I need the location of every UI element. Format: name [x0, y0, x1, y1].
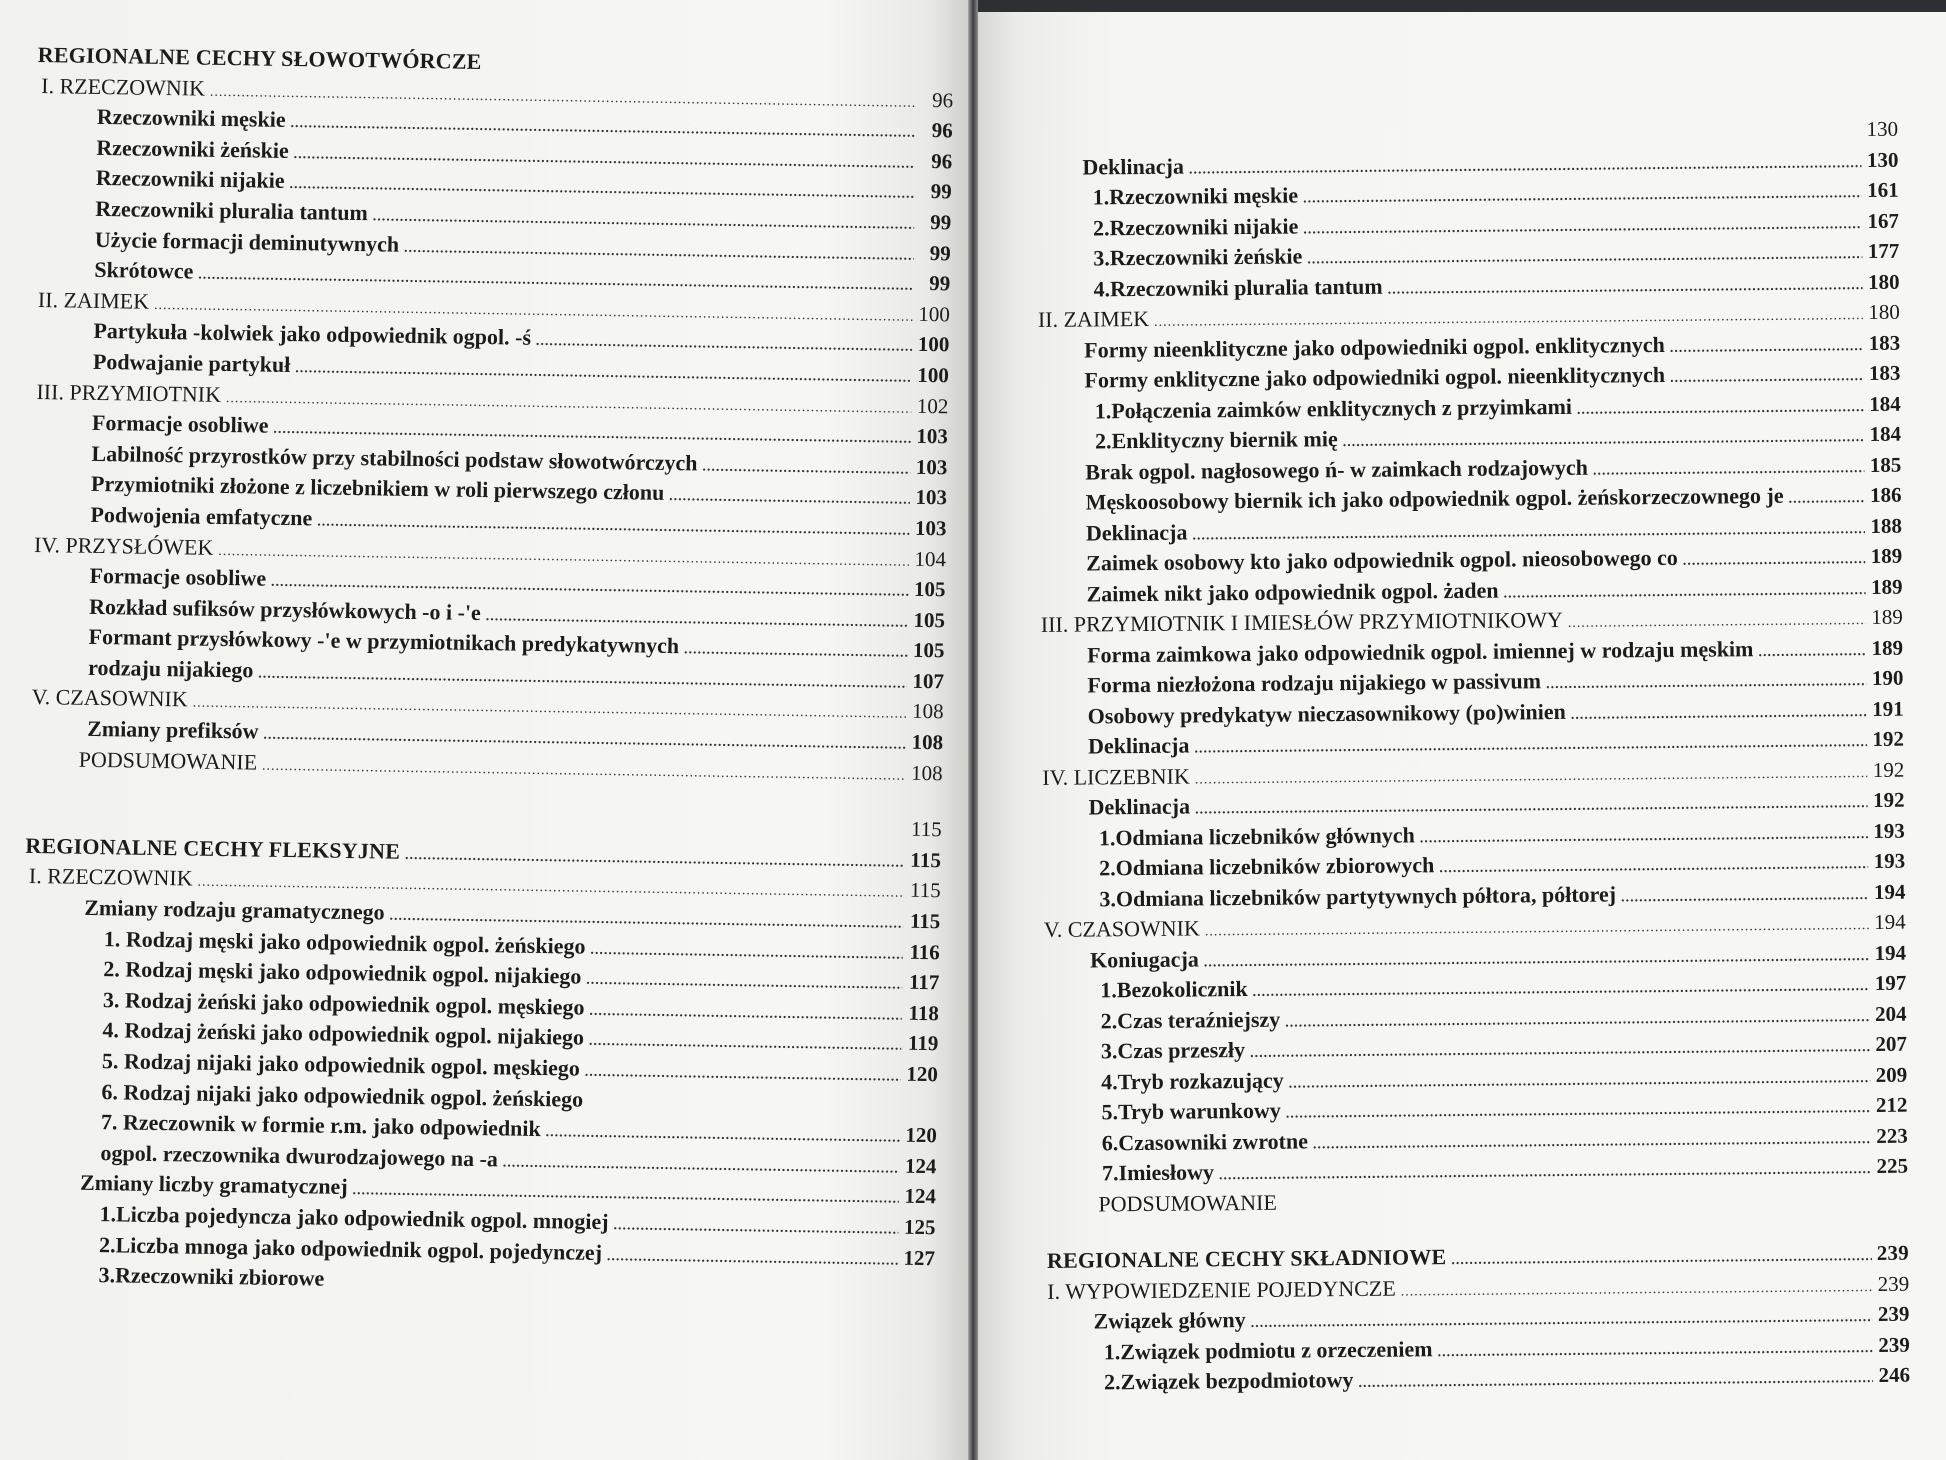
toc-page-number: 105: [913, 607, 946, 633]
dot-leader: [589, 1027, 902, 1062]
toc-entry-label: Deklinacja: [1082, 153, 1184, 180]
toc-entry-label: 3.Odmiana liczebników partytywnych półtora, półtorej: [1099, 880, 1617, 911]
toc-page-number: 102: [916, 393, 949, 418]
toc-page-number: 183: [1868, 330, 1901, 355]
toc-page-number: 183: [1868, 360, 1901, 386]
toc-page-number: 212: [1875, 1092, 1908, 1117]
toc-page-number: 99: [929, 240, 951, 265]
toc-entry-label: REGIONALNE CECHY SŁOWOTWÓRCZE: [37, 41, 482, 74]
dot-leader: [1420, 820, 1868, 855]
toc-entry-label: Zaimek osobowy kto jako odpowiednik ogpol. nieosobowego co: [1086, 544, 1678, 576]
dot-leader: [589, 997, 902, 1032]
toc-page-number: 108: [911, 729, 944, 755]
toc-entry-label: PODSUMOWANIE: [1098, 1189, 1277, 1216]
toc-entry-label: Podwajanie partykuł: [92, 348, 291, 377]
dot-leader: [702, 452, 910, 486]
toc-page-number: 189: [1871, 604, 1903, 630]
toc-page-number: 103: [915, 454, 948, 480]
toc-page-number: 125: [903, 1214, 936, 1240]
toc-page-number: 197: [1874, 970, 1907, 995]
toc-page-number: 108: [910, 760, 943, 785]
toc-entry-label: Forma zaimkowa jako odpowiednik ogpol. imiennej w rodzaju męskim: [1086, 635, 1754, 668]
toc-page-number: 96: [931, 87, 954, 112]
toc-page-number: 189: [1870, 543, 1903, 569]
table-of-contents-left: [18, 40, 954, 1304]
toc-page-number: 103: [915, 485, 948, 510]
toc-entry-label: REGIONALNE CECHY FLEKSYJNE: [25, 832, 401, 864]
toc-page-number: 185: [1869, 452, 1902, 477]
dot-leader: [684, 636, 908, 670]
dot-leader: [1788, 484, 1864, 515]
toc-entry-label: Deklinacja: [1088, 793, 1191, 820]
toc-page-number: 103: [916, 423, 949, 449]
toc-entry-label: 3.Czas przeszły: [1100, 1037, 1246, 1064]
toc-entry-label: 1.Połączenia zaimków enklitycznych z przyimkami: [1094, 393, 1573, 423]
toc-entry-label: I. WYPOWIEDZENIE POJEDYNCZE: [1047, 1275, 1396, 1304]
dot-leader: [1758, 637, 1866, 669]
toc-page-number: 184: [1869, 421, 1902, 447]
toc-page-number: 120: [905, 1122, 938, 1148]
toc-page-number: 127: [903, 1245, 936, 1270]
toc-page-number: 96: [931, 148, 953, 174]
toc-entry-label: Skrótowce: [94, 257, 194, 284]
toc-page-number: 124: [904, 1153, 937, 1179]
toc-entry-label: 7. Rzeczownik w formie r.m. jako odpowiednik: [100, 1109, 541, 1142]
dot-leader: [1670, 362, 1864, 394]
toc-entry-label: Zaimek nikt jako odpowiednik ogpol. żaden: [1086, 577, 1499, 607]
toc-page-number: 223: [1876, 1123, 1908, 1148]
toc-entry-label: III. PRZYMIOTNIK I IMIESŁÓW PRZYMIOTNIKOWY: [1040, 606, 1563, 637]
toc-page-number: 105: [912, 638, 945, 663]
toc-entry-label: 2.Czas teraźniejszy: [1100, 1006, 1281, 1033]
toc-page-number: 246: [1878, 1362, 1911, 1387]
toc-entry-label: REGIONALNE CECHY SKŁADNIOWE: [1046, 1244, 1447, 1273]
toc-entry-label: Partykuła -kolwiek jako odpowiednik ogpol. -ś: [93, 318, 532, 351]
toc-entry-label: IV. LICZEBNIK: [1042, 763, 1190, 790]
toc-page-number: 104: [914, 546, 947, 571]
toc-page-number: 116: [909, 939, 940, 964]
dot-leader: [1219, 1155, 1871, 1192]
toc-page-number: 115: [909, 878, 941, 903]
toc-entry-label: I. RZECZOWNIK: [28, 863, 193, 891]
toc-page-number: 225: [1876, 1153, 1909, 1178]
toc-page-number: 103: [914, 515, 947, 541]
toc-entry-label: Deklinacja: [1085, 519, 1188, 546]
right-page: [978, 12, 1946, 1460]
toc-entry-label: 4. Rodzaj żeński jako odpowiednik ogpol. nijakiego: [102, 1017, 585, 1051]
toc-page-number: 189: [1870, 574, 1903, 599]
dot-leader: [1683, 545, 1866, 577]
toc-entry-label: PODSUMOWANIE: [78, 746, 258, 775]
toc-page-number: 192: [1872, 757, 1905, 782]
toc-entry-label: Forma niezłożona rodzaju nijakiego w passivum: [1087, 668, 1542, 698]
toc-entry-label: 2.Odmiana liczebników zbiorowych: [1099, 852, 1435, 881]
toc-entry-label: Rzeczowniki żeńskie: [96, 134, 289, 163]
toc-entry-label: Zmiany rodzaju gramatycznego: [84, 894, 385, 925]
toc-page-number: 118: [908, 1000, 940, 1026]
toc-page-number: 167: [1867, 208, 1900, 233]
toc-page-number: 100: [917, 362, 950, 388]
toc-entry-label: 5. Rodzaj nijaki jako odpowiednik ogpol. męskiego: [101, 1048, 581, 1081]
toc-entry-label: Formacje osobliwe: [89, 562, 267, 591]
toc-entry-label: II. ZAIMEK: [37, 286, 150, 314]
toc-entry-label: Przymiotniki złożone z liczebnikiem w roli pierwszego członu: [90, 471, 665, 506]
dot-leader: [1388, 271, 1863, 306]
toc-page-number: 239: [1877, 1301, 1910, 1326]
toc-entry-label: Rzeczowniki nijakie: [95, 165, 285, 194]
toc-page-number: 204: [1874, 1001, 1907, 1026]
toc-entry-label: V. CZASOWNIK: [1043, 915, 1200, 942]
toc-page-number: 115: [909, 908, 941, 934]
toc-entry-label: 6. Rodzaj nijaki jako odpowiednik ogpol. żeńskiego: [101, 1078, 584, 1112]
dot-leader: [669, 482, 910, 516]
toc-page-number: 130: [1866, 116, 1899, 142]
dot-leader: [607, 1242, 898, 1277]
dot-leader: [1401, 1273, 1873, 1308]
toc-entry-label: 4.Tryb rozkazujący: [1101, 1067, 1284, 1094]
toc-entry-label: III. PRZYMIOTNIK: [36, 378, 222, 407]
dot-leader: [585, 1058, 901, 1093]
toc-page-number: 239: [1877, 1271, 1910, 1296]
toc-entry-label: IV. PRZYSŁÓWEK: [33, 531, 214, 560]
toc-page-number: 117: [908, 970, 940, 995]
toc-page-number: 180: [1867, 269, 1900, 294]
dot-leader: [590, 935, 903, 970]
toc-page-number: 107: [912, 668, 945, 694]
toc-entry-label: V. CZASOWNIK: [31, 684, 188, 712]
toc-page-number: 115: [910, 847, 942, 873]
toc-entry-label: Zmiany liczby gramatycznej: [79, 1170, 348, 1200]
toc-entry-label: 1.Odmiana liczebników głównych: [1098, 821, 1415, 850]
toc-entry-label: Formant przysłówkowy -'e w przymiotnikach predykatywnych: [88, 624, 680, 659]
toc-entry-label: 1.Związek podmiotu z orzeczeniem: [1103, 1335, 1433, 1364]
toc-page-number: 209: [1875, 1062, 1908, 1087]
toc-entry-label: 1.Bezokolicznik: [1100, 976, 1248, 1003]
toc-entry-label: 1. Rodzaj męski jako odpowiednik ogpol. żeńskiego: [103, 925, 586, 959]
toc-entry-label: Koniugacja: [1089, 945, 1199, 973]
toc-entry-label: Rozkład sufiksów przysłówkowych -o i -'e: [88, 593, 482, 625]
toc-page-number: 177: [1867, 238, 1900, 264]
toc-entry-label: 6.Czasowniki zwrotne: [1101, 1127, 1309, 1155]
toc-page-number: 239: [1878, 1332, 1910, 1357]
dot-leader: [1358, 1364, 1873, 1399]
toc-entry-label: Użycie formacji deminutywnych: [94, 226, 400, 257]
toc-entry-label: 2.Rzeczowniki nijakie: [1092, 212, 1299, 240]
dot-leader: [1670, 332, 1864, 364]
toc-entry-label: 2.Liczba mnoga jako odpowiednik ogpol. pojedynczej: [98, 1231, 603, 1265]
toc-page-number: 188: [1870, 513, 1903, 538]
toc-page-number: 119: [907, 1031, 939, 1056]
toc-page-number: 191: [1872, 696, 1904, 721]
toc-entry-label: Formy nieenklityczne jako odpowiedniki ogpol. enklitycznych: [1084, 331, 1665, 363]
toc-page-number: 192: [1872, 726, 1905, 751]
toc-page-number: 180: [1868, 299, 1900, 325]
toc-entry-label: 3.Rzeczowniki żeńskie: [1093, 243, 1303, 271]
toc-page-number: 130: [1866, 147, 1899, 172]
toc-entry-label: 2. Rodzaj męski jako odpowiednik ogpol. nijakiego: [103, 956, 582, 989]
toc-page-number: 207: [1875, 1031, 1908, 1056]
toc-entry-label: 1.Liczba pojedyncza jako odpowiednik ogpol. mnogiej: [99, 1201, 609, 1235]
toc-page-number: 100: [918, 301, 950, 327]
toc-entry-label: Brak ogpol. nagłosowego ń- w zaimkach rodzajowych: [1085, 454, 1589, 485]
book-gutter: [968, 0, 978, 1460]
toc-page-number: 192: [1872, 787, 1905, 812]
toc-entry-label: II. ZAIMEK: [1037, 305, 1150, 332]
toc-entry-label: Podwojenia emfatyczne: [90, 501, 313, 531]
dot-leader: [1546, 667, 1867, 701]
toc-entry-label: Rzeczowniki pluralia tantum: [95, 195, 369, 226]
dot-leader: [1437, 1334, 1873, 1369]
toc-page-number: 194: [1873, 879, 1906, 904]
toc-entry-label: 3.Rzeczowniki zbiorowe: [98, 1262, 325, 1291]
toc-entry-label: 1.Rzeczowniki męskie: [1092, 182, 1299, 210]
dot-leader: [613, 1211, 898, 1246]
toc-entry-label: Męskoosobowy biernik ich jako odpowiednik ogpol. żeńskorzeczownego je: [1085, 482, 1784, 515]
dot-leader: [1577, 393, 1864, 426]
toc-entry-label: Rzeczowniki męskie: [96, 104, 286, 133]
toc-entry-label: 2.Enklityczny biernik mię: [1094, 426, 1338, 454]
toc-page-number: 189: [1871, 635, 1904, 660]
toc-page-number: 115: [910, 817, 942, 842]
toc-page-number: 239: [1876, 1240, 1910, 1265]
table-of-contents-right: [1036, 114, 1910, 1399]
toc-entry-label: 3. Rodzaj żeński jako odpowiednik ogpol. męskiego: [102, 986, 585, 1020]
toc-entry-label: Formy enklityczne jako odpowiedniki ogpol. nieenklitycznych: [1084, 361, 1666, 393]
toc-entry-label: Zmiany prefiksów: [86, 715, 259, 744]
toc-page-number: 120: [906, 1061, 939, 1087]
toc-page-number: 124: [904, 1184, 937, 1209]
toc-page-number: 190: [1871, 665, 1904, 691]
toc-entry-label: ogpol. rzeczownika dwurodzajowego na -a: [100, 1139, 499, 1172]
toc-page-number: 99: [930, 210, 952, 235]
toc-page-number: 96: [931, 118, 953, 143]
toc-entry-label: 4.Rzeczowniki pluralia tantum: [1093, 273, 1383, 301]
toc-page-number: 161: [1867, 177, 1899, 203]
toc-page-number: 99: [929, 271, 951, 296]
toc-page-number: 194: [1874, 940, 1907, 965]
toc-entry-label: Labilność przyrostków przy stabilności podstaw słowotwórczych: [91, 440, 698, 476]
toc-page-number: 193: [1873, 848, 1906, 873]
dot-leader: [1451, 1242, 1872, 1277]
toc-entry-label: 7.Imiesłowy: [1101, 1159, 1215, 1186]
toc-page-number: 184: [1869, 391, 1901, 416]
left-page: [0, 0, 968, 1460]
toc-page-number: 100: [917, 332, 950, 357]
dot-leader: [1571, 698, 1867, 731]
toc-page-number: 186: [1870, 482, 1902, 508]
toc-page-number: 193: [1873, 818, 1905, 843]
dot-leader: [586, 966, 902, 1001]
toc-entry-label: rodzaju nijakiego: [87, 654, 254, 683]
toc-page-number: 105: [913, 576, 946, 602]
toc-entry-label: Deklinacja: [1087, 732, 1190, 759]
toc-entry-label: Związek główny: [1093, 1307, 1246, 1334]
toc-entry-label: 5.Tryb warunkowy: [1101, 1097, 1281, 1125]
toc-page-number: 99: [930, 179, 952, 204]
toc-entry-label: 2.Związek bezpodmiotowy: [1103, 1367, 1354, 1395]
toc-entry-label: Formacje osobliwe: [91, 410, 269, 438]
dot-leader: [1621, 881, 1869, 914]
toc-page-number: 194: [1874, 909, 1906, 934]
toc-page-number: 108: [911, 699, 944, 724]
toc-entry-label: I. RZECZOWNIK: [41, 72, 206, 101]
toc-entry-label: Osobowy predykatyw nieczasownikowy (po)winien: [1087, 698, 1566, 729]
